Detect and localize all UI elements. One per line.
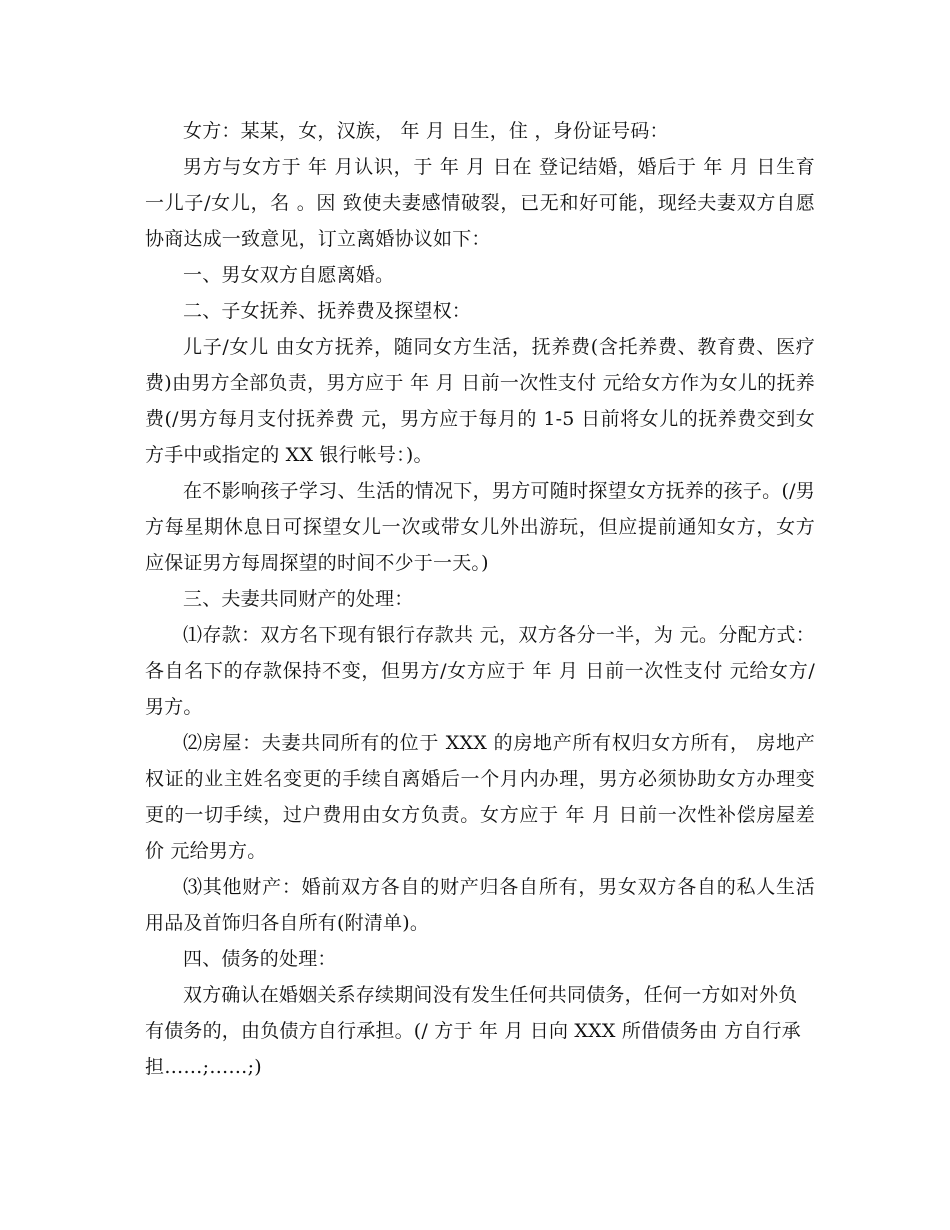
savings-clause: ⑴存款：双方名下现有银行存款共 元，双方各分一半，为 元。分配方式：各自名下的存款保持不变，但男方/女方应于 年 月 日前一次性支付 元给女方/男方。 <box>145 624 815 718</box>
child-support-paragraph: 儿子/女儿 由女方抚养，随同女方生活，抚养费(含托养费、教育费、医疗费)由男方全部负责，男方应于 年 月 日前一次性支付 元给女方作为女儿的抚养费(/男方每月支付抚养费 元，男方应于每月的 1-5 日前将女儿的抚养费交到女方手中或指定的 XX 银行帐号：)。 <box>145 336 815 466</box>
other-property-clause: ⑶其他财产：婚前双方各自的财产归各自所有，男女双方各自的私人生活用品及首饰归各自所有(附清单)。 <box>145 876 815 934</box>
party-female-info: 女方：某某，女，汉族， 年 月 日生，住 ，身份证号码： <box>183 120 669 142</box>
document-body <box>145 113 815 1085</box>
section-heading-divorce: 一、男女双方自愿离婚。 <box>183 264 395 286</box>
visitation-paragraph: 在不影响孩子学习、生活的情况下，男方可随时探望女方抚养的孩子。(/男方每星期休息日可探望女儿一次或带女儿外出游玩，但应提前通知女方，女方应保证男方每周探望的时间不少于一天。) <box>145 480 815 574</box>
section-heading-debts: 四、债务的处理： <box>183 948 337 970</box>
debts-paragraph: 双方确认在婚姻关系存续期间没有发生任何共同债务，任何一方如对外负有债务的，由负债方自行承担。(/ 方于 年 月 日向 XXX 所借债务由 方自行承担……;……;) <box>145 984 801 1078</box>
section-heading-child-custody: 二、子女抚养、抚养费及探望权： <box>183 300 472 322</box>
house-clause: ⑵房屋：夫妻共同所有的位于 XXX 的房地产所有权归女方所有， 房地产权证的业主姓名变更的手续自离婚后一个月内办理，男方必须协助女方办理变更的一切手续，过户费用由女方负责。女方应于 年 月 日前一次性补偿房屋差价 元给男方。 <box>145 732 815 862</box>
marriage-background-paragraph: 男方与女方于 年 月认识，于 年 月 日在 登记结婚，婚后于 年 月 日生育一儿子/女儿，名 。因 致使夫妻感情破裂，已无和好可能，现经夫妻双方自愿协商达成一致意见，订立离婚协议如下： <box>145 156 815 250</box>
section-heading-property: 三、夫妻共同财产的处理： <box>183 588 414 610</box>
